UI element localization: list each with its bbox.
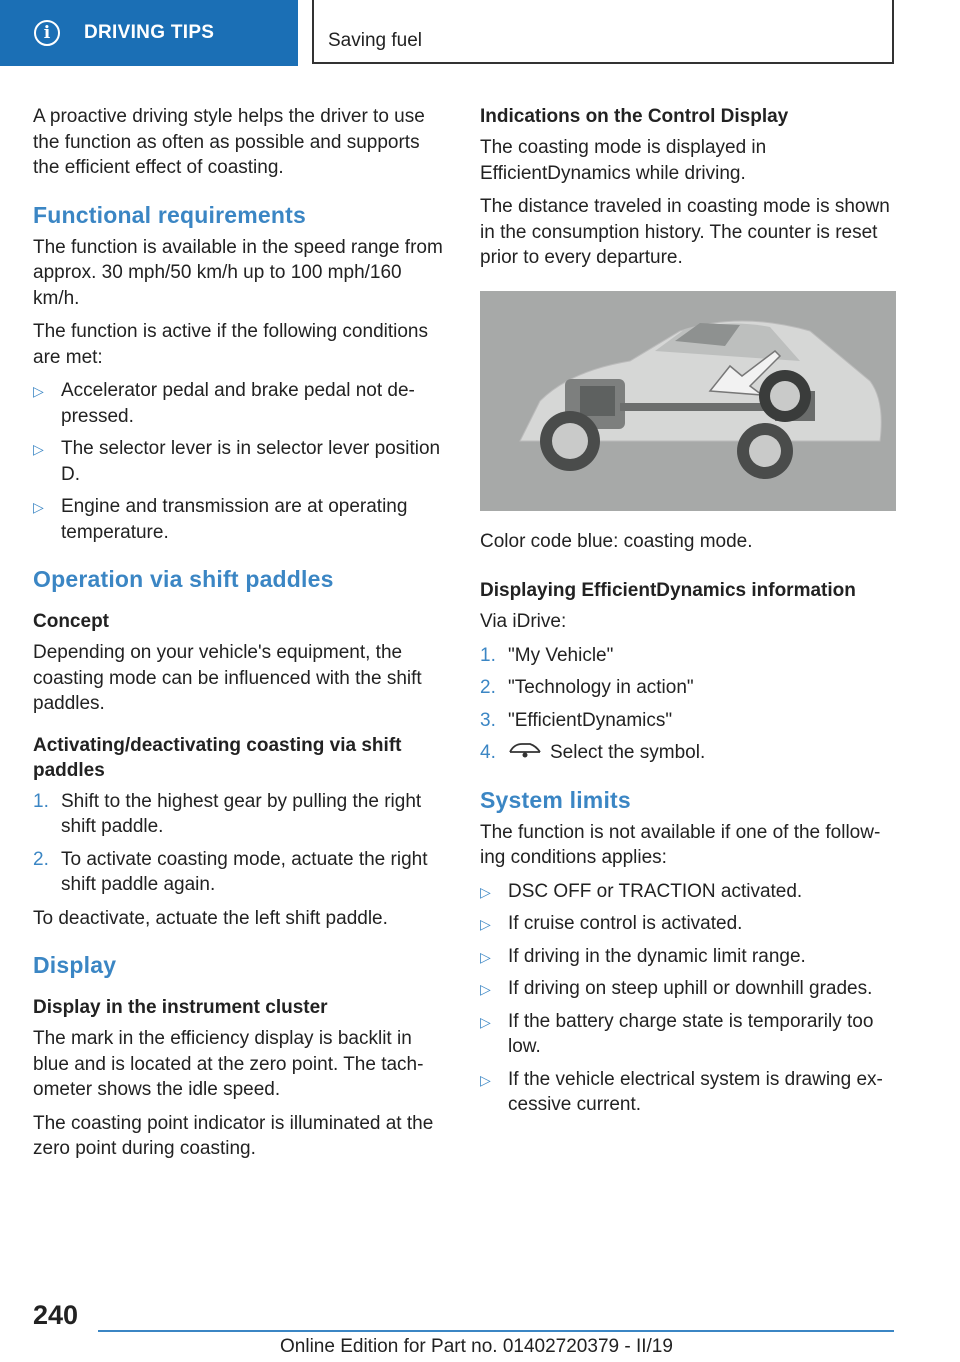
triangle-bullet-icon: ▷	[33, 441, 44, 457]
triangle-bullet-icon: ▷	[480, 1071, 491, 1088]
list-item: 2. To activate coasting mode, actuate the right shift paddle again.	[33, 848, 428, 895]
list-item: ▷ If the vehicle electrical system is drawing ex-cessive current.	[480, 1068, 883, 1116]
list-item: ▷ If driving in the dynamic limit range.	[480, 944, 896, 970]
triangle-bullet-icon: ▷	[480, 981, 491, 998]
triangle-bullet-icon: ▷	[33, 383, 44, 399]
footer-divider	[98, 1330, 894, 1332]
mark-paragraph: The mark in the efficiency display is backlit in blue and is located at the zero point. The tach-ometer shows the idle speed.	[33, 1028, 424, 1100]
list-item: ▷ If cruise control is activated.	[480, 911, 896, 937]
list-item: ▷ If the battery charge state is temporarily too low.	[480, 1010, 874, 1058]
point-paragraph: The coasting point indicator is illuminated at the zero point during coasting.	[33, 1112, 434, 1159]
chapter-tab	[0, 0, 298, 66]
list-item: 3. "EfficientDynamics"	[480, 709, 673, 731]
list-item: 1. Shift to the highest gear by pulling the right shift paddle.	[33, 790, 422, 837]
paddle-steps-list	[33, 789, 445, 898]
heading-control-display: Indications on the Control Display	[480, 106, 789, 127]
list-item: 4. Select the symbol.	[480, 740, 896, 766]
edition-text: Online Edition for Part no. 01402720379 - II/19	[280, 1336, 673, 1357]
list-item: ▷ DSC OFF or TRACTION activated.	[480, 879, 896, 905]
list-item: ▷ Accelerator pedal and brake pedal not de-pressed.	[33, 380, 415, 427]
displayed-paragraph: The coasting mode is displayed in EfficientDynamics while driving.	[480, 137, 767, 184]
chapter-label: DRIVING TIPS	[84, 22, 215, 43]
list-item: 1. "My Vehicle"	[480, 644, 614, 666]
limits-paragraph: The function is not available if one of the follow-ing conditions applies:	[480, 821, 881, 869]
conditions-list	[33, 378, 445, 545]
speed-range-paragraph: The function is available in the speed range from approx. 30 mph/50 km/h up to 100 mph/160 km/h.	[33, 236, 443, 309]
active-conditions-paragraph: The function is active if the following conditions are met:	[33, 321, 428, 368]
car-coasting-illustration	[480, 291, 896, 511]
page-number: 240	[33, 1300, 79, 1330]
left-column	[33, 104, 445, 1170]
heading-system-limits: System limits	[480, 786, 631, 813]
heading-instrument-cluster: Display in the instrument cluster	[33, 997, 328, 1018]
list-item: 2. "Technology in action"	[480, 677, 694, 698]
heading-operation-shift-paddles: Operation via shift paddles	[33, 566, 334, 592]
distance-paragraph: The distance traveled in coasting mode is shown in the consumption history. The counter is reset prior to every departure.	[480, 196, 890, 268]
heading-concept: Concept	[33, 611, 109, 632]
triangle-bullet-icon: ▷	[480, 916, 491, 933]
list-item: ▷ The selector lever is in selector lever position D.	[33, 438, 441, 485]
section-header	[312, 0, 894, 64]
limits-list	[480, 879, 896, 1118]
info-icon: i	[34, 20, 60, 46]
heading-functional-requirements: Functional requirements	[33, 201, 306, 228]
list-item: ▷ If driving on steep uphill or downhill grades.	[480, 976, 896, 1002]
triangle-bullet-icon: ▷	[480, 948, 491, 965]
deactivate-paragraph: To deactivate, actuate the left shift paddle.	[33, 907, 388, 929]
triangle-bullet-icon: ▷	[480, 1013, 491, 1030]
via-idrive-paragraph: Via iDrive:	[480, 611, 567, 632]
triangle-bullet-icon: ▷	[33, 499, 44, 515]
idrive-steps-list	[480, 643, 896, 766]
heading-display: Display	[33, 952, 117, 978]
triangle-bullet-icon: ▷	[480, 883, 491, 900]
right-column	[480, 104, 896, 1126]
concept-paragraph: Depending on your vehicle's equipment, the coasting mode can be influenced with the shift paddles.	[33, 642, 422, 714]
heading-efficientdynamics: Displaying EfficientDynamics information	[480, 580, 856, 601]
figure-caption: Color code blue: coasting mode.	[480, 530, 753, 552]
intro-paragraph: A proactive driving style helps the driver to use the function as often as possible and supports the efficient effect of coasting.	[33, 106, 425, 178]
section-title: Saving fuel	[328, 30, 423, 51]
list-item: ▷ Engine and transmission are at operating temperature.	[33, 496, 408, 543]
heading-activating: Activating/deactivating coasting via shift paddles	[33, 734, 402, 781]
car-coasting-symbol-icon	[508, 740, 542, 766]
